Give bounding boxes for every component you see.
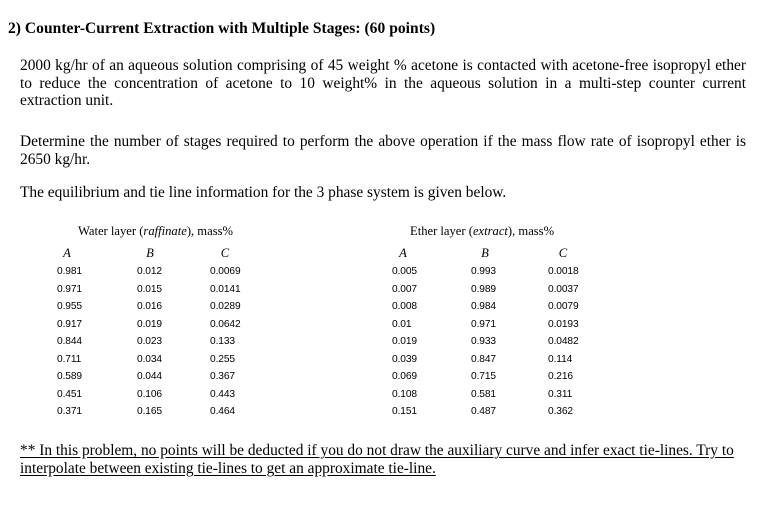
water-cell: 0.133: [210, 336, 235, 347]
water-column-b-header: B: [146, 246, 154, 260]
ether-cell: 0.01: [392, 318, 412, 330]
footnote: ** In this problem, no points will be deducted if you do not draw the auxiliary curve and infer exact tie-lines. Try to interpolate between existing tie-lines to get an approximate tie-line.: [20, 442, 734, 477]
water-cell: 0.016: [137, 301, 162, 312]
ether-cell: 0.216: [548, 371, 573, 382]
water-cell: 0.443: [210, 388, 235, 400]
water-column-c-header: C: [220, 246, 230, 260]
water-cell: 0.0642: [210, 318, 241, 330]
water-cell: 0.0069: [210, 266, 241, 277]
water-cell: 0.917: [57, 318, 82, 330]
ether-cell: 0.715: [471, 371, 496, 382]
question-paragraph: Determine the number of stages required to perform the above operation if the mass flow rate of isopropyl ether is 2650 kg/hr.: [20, 133, 746, 168]
ether-cell: 0.311: [548, 388, 573, 400]
ether-cell: 0.993: [471, 266, 496, 277]
ether-cell: 0.971: [471, 318, 496, 330]
ether-cell: 0.933: [471, 336, 496, 347]
ether-cell: 0.008: [392, 301, 417, 312]
ether-cell: 0.069: [392, 371, 417, 382]
water-cell: 0.451: [57, 388, 82, 400]
water-column-a-header: A: [63, 246, 71, 260]
problem-statement-paragraph: 2000 kg/hr of an aqueous solution comprising of 45 weight % acetone is contacted with acetone-free isopropyl ether to reduce the concentration of acetone to 10 weight% in the aqueous solution in a multi-step counter current extraction unit.: [20, 57, 746, 109]
ether-cell: 0.984: [471, 301, 496, 312]
ether-column-b-header: B: [481, 246, 489, 260]
water-cell: 0.971: [57, 283, 82, 295]
ether-cell: 0.0018: [548, 266, 579, 277]
ether-layer-header: Ether layer (extract), mass%: [410, 224, 555, 238]
water-cell: 0.106: [137, 388, 162, 400]
water-layer-header: Water layer (raffinate), mass%: [78, 224, 233, 238]
ether-cell: 0.0037: [548, 283, 579, 295]
ether-column-c-header: C: [558, 246, 568, 260]
water-cell: 0.981: [57, 266, 82, 277]
water-cell: 0.711: [57, 353, 82, 365]
water-cell: 0.589: [57, 371, 82, 382]
water-cell: 0.464: [210, 406, 235, 417]
water-cell: 0.165: [137, 406, 162, 417]
ether-cell: 0.005: [392, 266, 417, 277]
ether-cell: 0.847: [471, 353, 496, 365]
water-cell: 0.367: [210, 371, 235, 382]
water-cell: 0.044: [137, 371, 162, 382]
water-cell: 0.371: [57, 406, 82, 417]
water-cell: 0.255: [210, 353, 235, 365]
ether-cell: 0.039: [392, 353, 417, 365]
water-cell: 0.019: [137, 318, 162, 330]
ether-cell: 0.362: [548, 406, 573, 417]
water-cell: 0.012: [137, 266, 162, 277]
water-cell: 0.0141: [210, 283, 241, 295]
ether-cell: 0.108: [392, 388, 417, 400]
ether-cell: 0.114: [548, 353, 573, 365]
problem-heading: 2) Counter-Current Extraction with Multiple Stages: (60 points): [8, 20, 436, 37]
water-cell: 0.844: [57, 336, 82, 347]
water-cell: 0.955: [57, 301, 82, 312]
water-cell: 0.034: [137, 353, 162, 365]
water-cell: 0.023: [137, 336, 162, 347]
ether-cell: 0.989: [471, 283, 496, 295]
ether-cell: 0.0482: [548, 336, 579, 347]
ether-column-a-header: A: [399, 246, 407, 260]
ether-cell: 0.0079: [548, 301, 579, 312]
ether-cell: 0.0193: [548, 318, 579, 330]
water-cell: 0.0289: [210, 301, 241, 312]
table-intro-paragraph: The equilibrium and tie line information for the 3 phase system is given below.: [20, 184, 507, 201]
ether-cell: 0.007: [392, 283, 417, 295]
water-cell: 0.015: [137, 283, 162, 295]
ether-cell: 0.581: [471, 388, 496, 400]
ether-cell: 0.487: [471, 406, 496, 417]
ether-cell: 0.019: [392, 336, 417, 347]
ether-cell: 0.151: [392, 406, 417, 417]
